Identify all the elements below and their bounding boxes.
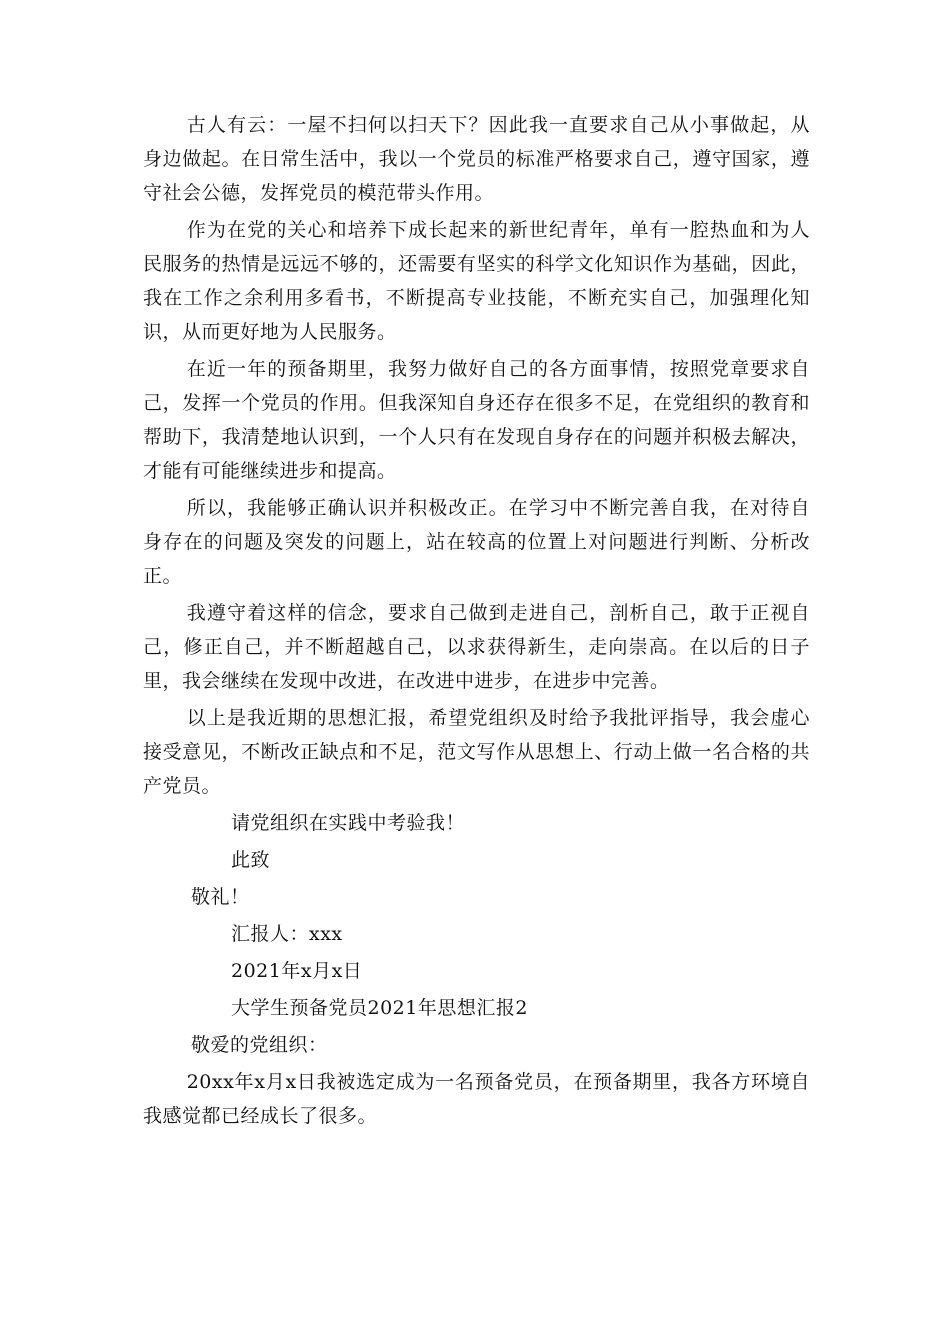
body-paragraph: 在近一年的预备期里，我努力做好自己的各方面事情，按照党章要求自己，发挥一个党员的作用。但我深知自身还存在很多不足，在党组织的教育和帮助下，我清楚地认识到，一个人只有在发现自身存在的问题并积极去解决，才能有可能继续进步和提高。 [143, 358, 810, 482]
body-paragraph: 古人有云：一屋不扫何以扫天下？因此我一直要求自己从小事做起，从身边做起。在日常生活中，我以一个党员的标准严格要求自己，遵守国家，遵守社会公德，发挥党员的模范带头作用。 [143, 114, 810, 204]
section-title: 大学生预备党员2021年思想汇报2 [231, 997, 528, 1019]
body-paragraph: 作为在党的关心和培养下成长起来的新世纪青年，单有一腔热血和为人民服务的热情是远远不够的，还需要有坚实的科学文化知识作为基础，因此，我在工作之余利用多看书，不断提高专业技能，不断充实自己，加强理化知识，从而更好地为人民服务。 [143, 219, 810, 343]
body-paragraph: 以上是我近期的思想汇报，希望党组织及时给予我批评指导，我会虚心接受意见，不断改正缺点和不足，范文写作从思想上、行动上做一名合格的共产党员。 [143, 707, 810, 797]
closing-jingli: 敬礼！ [191, 886, 250, 908]
closing-line: 请党组织在实践中考验我！ [231, 812, 466, 834]
report-date: 2021年x月x日 [231, 960, 363, 982]
document-body [143, 108, 810, 1136]
salutation: 敬爱的党组织： [191, 1034, 328, 1056]
body-paragraph: 我遵守着这样的信念，要求自己做到走进自己，剖析自己，敢于正视自己，修正自己，并不断超越自己，以求获得新生，走向崇高。在以后的日子里，我会继续在发现中改进，在改进中进步，在进步中完善。 [143, 602, 810, 692]
body-paragraph: 所以，我能够正确认识并积极改正。在学习中不断完善自我，在对待自身存在的问题及突发的问题上，站在较高的位置上对问题进行判断、分析改正。 [143, 497, 810, 587]
closing-zhizhi: 此致 [231, 849, 271, 871]
body-paragraph: 20xx年x月x日我被选定成为一名预备党员，在预备期里，我各方环境自我感觉都已经成长了很多。 [143, 1071, 810, 1127]
reporter-signature: 汇报人：xxx [231, 923, 343, 945]
